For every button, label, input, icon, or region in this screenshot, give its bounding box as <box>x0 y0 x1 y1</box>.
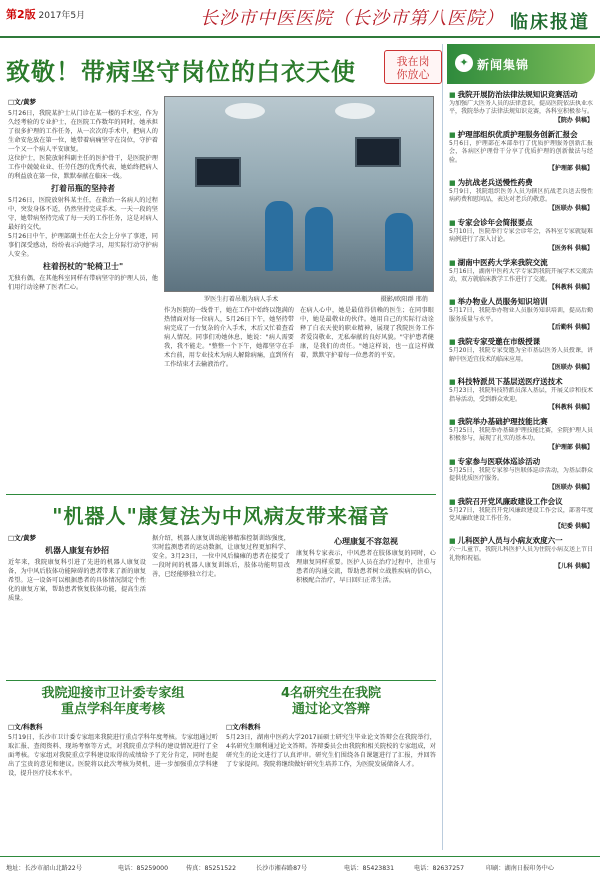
footer-tel: 电话：82637257 <box>414 865 465 872</box>
newspaper-brand: 长沙市中医医院（长沙市第八医院） <box>200 8 504 29</box>
sidebar-news-title <box>449 130 593 140</box>
footer-printer: 印刷：湖南日报印务中心 <box>486 865 555 872</box>
sidebar-news-item <box>449 178 593 213</box>
sidebar-news-body: 5月10日，医院举行专家会诊年会，各科室专家就疑难病例进行了深入讨论。 <box>449 227 593 244</box>
sidebar-news-body: 为加强广大医务人员的法律意识，提高医院依法执业水平，我院举办了法律法规知识竞赛，各科室积极参与。 <box>449 100 593 116</box>
article2-headline: "机器人"康复法为中风病友带来福音 <box>52 504 390 528</box>
footer <box>0 856 600 875</box>
sidebar-news-item <box>449 258 593 293</box>
page-number <box>6 6 85 22</box>
surgery-photo <box>164 96 434 292</box>
sidebar-news-title <box>449 497 593 507</box>
footer-address: 地址：长沙市韶山北路22号 <box>6 865 82 872</box>
bullet-icon: ■ <box>449 378 456 387</box>
article3-headline-line1: 我院迎接市卫计委专家组 <box>41 686 185 701</box>
bullet-icon: ■ <box>449 457 456 466</box>
issue-date: 2017年5月 <box>38 11 86 21</box>
badge-line2: 你放心 <box>396 68 430 81</box>
article3-headline-line2: 重点学科年度考核 <box>60 702 165 717</box>
article1-byline: □文/黄梦 <box>8 98 37 106</box>
sidebar-news-title-text: 科技特派员下基层送医疗送技术 <box>457 377 563 387</box>
sidebar-news-body: 5月16日，湖南中医药大学专家到我院开展学术交流活动，双方就临床教学工作进行了交流。 <box>449 267 593 284</box>
sidebar-news-credit: 【护理部 供稿】 <box>548 165 593 173</box>
section-divider <box>6 494 436 495</box>
footer-tel: 电话：85259000 <box>118 865 169 872</box>
sidebar-news-title <box>449 218 593 228</box>
article1-paragraph: 作为医院的一线骨干，她在工作中始终以饱满的热情面对每一位病人，5月26日下午，她坚持带病完成了一台复杂的介入手术，术后又忙着查看病人情况。同事们劝她休息，她说："病人需要我，我不能走。"整整一个下午，她都坚守在手术台前，用专业技术为病人解除病痛，直到所有工作结束才去输液治疗。 <box>164 307 294 368</box>
sidebar-news-item <box>449 218 593 253</box>
article4 <box>226 686 436 861</box>
article1-headline-block <box>6 44 436 90</box>
sidebar-news-title <box>449 297 593 307</box>
sidebar-news-credit: 【护理部 供稿】 <box>548 443 593 451</box>
monitor-screen <box>355 137 401 167</box>
bullet-icon: ■ <box>449 497 456 506</box>
sidebar-news-title-text: 我院开展防治法律法规知识竞赛活动 <box>457 90 578 99</box>
sidebar-news-title <box>449 457 593 467</box>
article3-byline: □文/科教科 <box>8 723 43 731</box>
sidebar-news-title-text: 举办物业人员服务知识培训 <box>457 297 548 307</box>
article4-headline-line2: 通过论文答辩 <box>291 702 370 717</box>
sidebar-news-item <box>449 130 593 173</box>
article1-paragraph: 5月26日中午，护理部副主任在大会上分享了事迹，同事们深受感动，纷纷表示向她学习，用实际行动守护病人安全。 <box>8 233 158 258</box>
footer-address2: 长沙市湘春路87号 <box>256 865 308 872</box>
article2-column3 <box>296 534 436 674</box>
surgical-light <box>225 103 265 119</box>
article4-byline: □文/科教科 <box>226 723 261 731</box>
sidebar-news-title-text: 我院举办基础护理技能比赛 <box>457 416 548 426</box>
sidebar-news-credit: 【科教科 供稿】 <box>548 284 593 292</box>
article2-paragraph: 据介绍，机器人康复训练能够精准控制训练强度，实时监测患者的运动数据，让康复过程更加科学、安全。3月23日，一位中风后偏瘫的患者在接受了一段时间的机器人康复训练后，肢体功能明显改善，已经能够独立行走。 <box>152 535 290 578</box>
sidebar-news-title-text: 我院专家受邀在市级授课 <box>457 337 541 347</box>
sidebar-news-item <box>449 497 593 532</box>
footer-tel: 电话：85423831 <box>344 865 395 872</box>
sidebar-news-body: 5月23日，我院科技特派员深入基层，开展义诊和技术指导活动，受到群众欢迎。 <box>449 387 593 403</box>
sidebar-news-title-text: 护理部组织优质护理服务创新汇报会 <box>457 129 578 139</box>
bullet-icon: ■ <box>449 338 456 347</box>
sidebar-news-credit: 【后勤科 供稿】 <box>548 324 593 332</box>
bullet-icon: ■ <box>449 537 456 546</box>
article3-body: 5月19日，长沙市卫计委专家组来我院进行重点学科年度考核。专家组通过听取汇报、查阅资料、现场考察等方式，对我院重点学科的建设情况进行了全面考核。专家组对我院重点学科建设取得的成绩给予了充分肯定，同时也提出了宝贵的意见和建议。医院将以此次考核为契机，进一步加强重点学科建设，提升医疗技术水平。 <box>8 734 218 777</box>
masthead <box>0 0 600 38</box>
sidebar-news-title-text: 湖南中医药大学来我院交流 <box>457 257 548 267</box>
article2-paragraph: 近年来，我院康复科引进了先进的机器人康复设备，为中风后肢体功能障碍的患者带来了新的康复希望。这一设备可以根据患者的具体情况制定个性化的康复方案，帮助患者恢复肢体功能，提高生活质量。 <box>8 559 146 602</box>
sidebar-news-title-text: 专家参与医联体巡诊活动 <box>457 456 541 466</box>
badge-line1: 我在岗 <box>396 55 430 68</box>
surgical-light <box>335 103 375 119</box>
sidebar-news-credit: 【医联办 供稿】 <box>548 204 593 212</box>
sidebar-news-credit: 【科教科 供稿】 <box>548 403 593 411</box>
sidebar-title: 新闻集锦 <box>477 58 530 72</box>
article2-column1 <box>8 534 146 674</box>
sidebar-news-item <box>449 337 593 372</box>
news-sidebar <box>442 44 594 850</box>
surgeon-figure <box>265 201 293 271</box>
surgeon-figure <box>385 213 413 271</box>
sidebar-news-item <box>449 297 593 332</box>
news-icon: ✦ <box>455 54 473 72</box>
section-title: 临床报道 <box>510 12 590 33</box>
article1-paragraph: 在病人心中，她是最值得信赖的医生；在同事眼中，她是最敬业的伙伴。她用自己的实际行动诠释了白衣天使的职业精神，展现了我院医务工作者爱岗敬业、无私奉献的良好风貌。"守护患者健康，是我们的责任。"她这样说，也一直这样做着，默默守护着每一位患者的平安。 <box>300 307 434 359</box>
service-badge <box>384 50 442 84</box>
sidebar-news-title-text: 为抗战老兵送慢性药费 <box>457 178 533 188</box>
sidebar-news-body: 5月17日，我院举办物业人员服务知识培训，提高后勤服务质量与水平。 <box>449 307 593 323</box>
sidebar-news-credit: 【儿科 供稿】 <box>554 563 593 571</box>
article1-paragraph: 5月26日，医院放射科某主任，在救治一名病人的过程中，突发身体不适，仍然坚持完成手术。一天一段的坚守，她带病坚持完成了每一天的工作任务，这是对病人最好的交代。 <box>8 197 158 231</box>
article1-paragraph: 这位护士，医院放射科副主任的医护骨干，是医院护理工作中兢兢业业、任劳任怨的优秀代表，她始终把病人的利益放在第一位，默默奉献在临床一线。 <box>8 155 158 180</box>
surgeon-figure <box>305 207 333 271</box>
section-divider <box>6 680 436 681</box>
article1-paragraph: 无独有偶，在其他科室同样有带病坚守的护理人员，他们用行动诠释了医者仁心。 <box>8 275 158 291</box>
article4-headline <box>226 686 436 718</box>
bullet-icon: ■ <box>449 417 456 426</box>
sidebar-news-body: 5月25日，我院举办基础护理技能比赛，全院护理人员积极参与，展现了扎实的基本功。 <box>449 426 593 443</box>
sidebar-news-credit: 【医联办 供稿】 <box>548 483 593 491</box>
sidebar-news-title <box>449 377 593 387</box>
article2-byline: □文/黄梦 <box>8 534 37 542</box>
bullet-icon: ■ <box>449 179 456 188</box>
sidebar-news-title <box>449 90 593 100</box>
sidebar-news-item <box>449 377 593 412</box>
sidebar-news-title-text: 我院召开党风廉政建设工作会议 <box>457 496 563 506</box>
article2-column2 <box>152 534 290 674</box>
photo-credit: 摄影/欧阳群 邢俏 <box>380 296 428 303</box>
sidebar-news-item <box>449 90 593 125</box>
article2-subheading: 心理康复不容忽视 <box>334 537 398 546</box>
sidebar-news-credit: 【医联办 供稿】 <box>548 364 593 372</box>
sidebar-header <box>447 44 595 84</box>
page-label: 第2版 <box>6 8 36 21</box>
sidebar-news-title <box>449 536 593 546</box>
sidebar-news-item <box>449 417 593 452</box>
bullet-icon: ■ <box>449 218 456 227</box>
sidebar-news-body: 5月20日，我院专家受邀为全市基层医务人员授课，讲解中医适宜技术的临床应用。 <box>449 347 593 363</box>
sidebar-news-item <box>449 457 593 492</box>
article2-subheading: 机器人康复有妙招 <box>45 546 109 555</box>
article1-column2 <box>164 306 294 486</box>
sidebar-news-title-text: 专家会诊年会简报要点 <box>457 217 533 227</box>
sidebar-news-body: 5月9日，我院组织医务人员为辖区抗战老兵送去慢性病药费和慰问品，表达对老兵的敬意。 <box>449 188 593 204</box>
bullet-icon: ■ <box>449 130 456 139</box>
article4-body: 5月23日，湖南中医药大学2017届硕士研究生毕业论文答辩会在我院举行，4名研究生顺利通过论文答辩。答辩委员会由我院和相关院校的专家组成，对研究生的论文进行了认真评审。研究生们围绕各自课题进行了汇报，并回答了专家提问。我院将继续做好研究生培养工作，为医院发展储备人才。 <box>226 734 436 768</box>
sidebar-news-body: 5月6日，护理部在本部举行了优质护理服务创新汇报会，各病区护理骨干分享了优质护理的创新做法与经验。 <box>449 139 593 164</box>
photo-caption-text: 罗医生打着吊瓶为病人手术 <box>204 296 279 303</box>
sidebar-news-title-text: 儿科医护人员与小病友欢度六一 <box>457 536 563 546</box>
sidebar-news-title <box>449 178 593 188</box>
article1-column1 <box>8 98 158 486</box>
sidebar-news-credit: 【院办 供稿】 <box>554 116 593 124</box>
article2-paragraph: 康复科专家表示，中风患者在肢体康复的同时，心理康复同样重要。医护人员在治疗过程中，注重与患者的沟通交流，帮助患者树立战胜疾病的信心，积极配合治疗，早日回归正常生活。 <box>296 550 436 584</box>
footer-fax: 传真：85251522 <box>186 865 237 872</box>
sidebar-news-body: 5月25日，我院专家参与医联体巡诊活动，为基层群众提供优质医疗服务。 <box>449 466 593 483</box>
sidebar-news-body: 六一儿童节，我院儿科医护人员为住院小病友送上节日礼物和祝福。 <box>449 546 593 562</box>
sidebar-news-item <box>449 536 593 571</box>
monitor-screen <box>195 157 241 187</box>
bullet-icon: ■ <box>449 258 456 267</box>
article3-headline <box>8 686 218 718</box>
article1-paragraph: 5月26日，我院某护士从门诊在某一楼的手术室，作为久经考验的专业护士，在医院工作数年的同时，她承担了很多护理的工作任务，从一次次的手术中，把病人的生命安危放在第一位，她带着病痛坚守在岗位，守护着一个又一个病人平安康复。 <box>8 110 158 153</box>
sidebar-news-list <box>449 90 593 576</box>
sidebar-news-body: 5月27日，我院召开党风廉政建设工作会议，部署年度党风廉政建设工作任务。 <box>449 506 593 522</box>
sidebar-news-credit: 【纪委 供稿】 <box>554 523 593 531</box>
sidebar-news-credit: 【医务科 供稿】 <box>548 244 593 252</box>
bullet-icon: ■ <box>449 91 456 99</box>
article1-headline: 致敬！带病坚守岗位的白衣天使 <box>6 58 356 86</box>
article3 <box>8 686 218 861</box>
sidebar-news-title <box>449 258 593 268</box>
bullet-icon: ■ <box>449 298 456 307</box>
sidebar-news-title <box>449 337 593 347</box>
article1-subheading: 柱着拐杖的"轮椅卫士" <box>42 262 124 271</box>
article1-column3 <box>300 306 434 486</box>
article1-subheading: 打着吊瓶的坚持者 <box>51 184 115 193</box>
sidebar-news-title <box>449 417 593 427</box>
article4-headline-line1: 4名研究生在我院 <box>280 686 382 701</box>
